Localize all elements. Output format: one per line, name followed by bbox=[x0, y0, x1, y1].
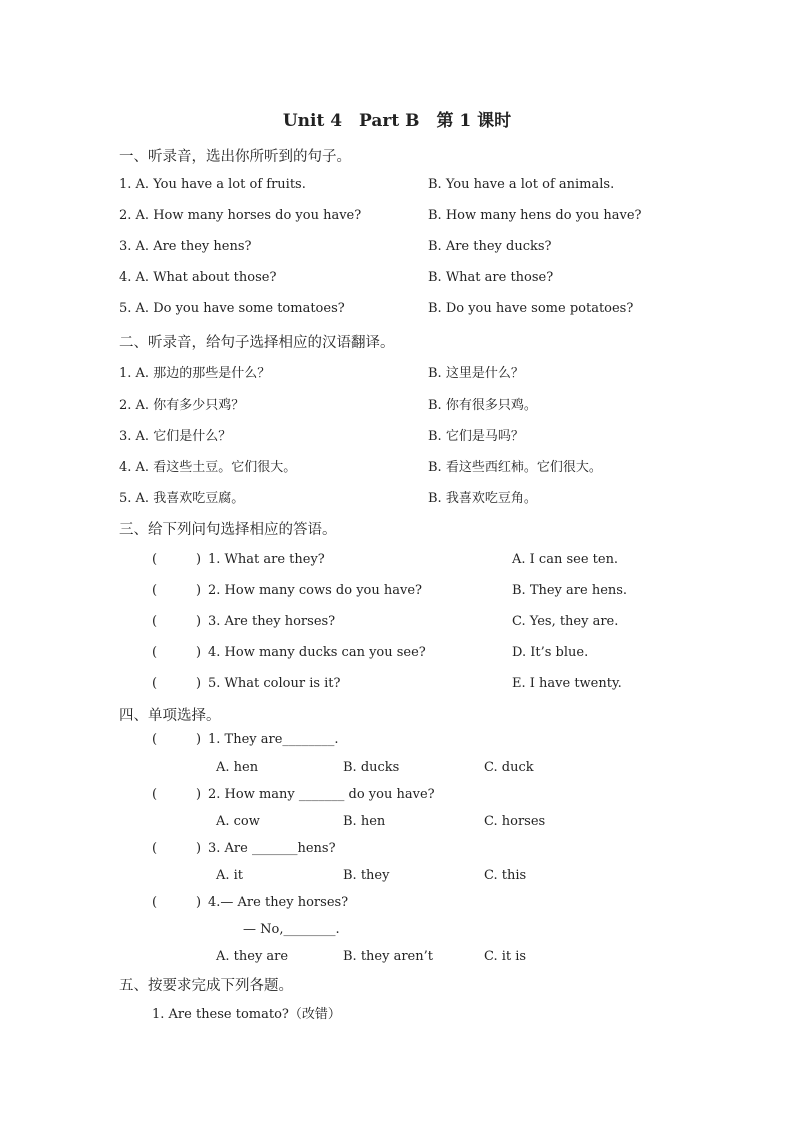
s2-item-1-option-b: B. 这里是什么？ bbox=[428, 366, 524, 381]
s1-item-1-option-b: B. You have a lot of animals. bbox=[428, 177, 615, 192]
section-3-heading: 三、给下列问句选择相应的答语。 bbox=[119, 522, 337, 538]
s4-q3-option-b: B. they bbox=[343, 868, 390, 883]
s1-item-3-option-b: B. Are they ducks? bbox=[428, 239, 552, 254]
answer-paren-close: ) bbox=[196, 552, 202, 567]
answer-paren-open: ( bbox=[152, 552, 158, 567]
s2-item-5-option-a: 5. A. 我喜欢吃豆腐。 bbox=[119, 491, 245, 506]
s4-q2-option-a: A. cow bbox=[216, 814, 260, 829]
section-2-heading: 二、听录音，给句子选择相应的汉语翻译。 bbox=[119, 335, 395, 351]
s4-question-3: 3. Are _______hens? bbox=[208, 841, 336, 856]
s3-answer-b: B. They are hens. bbox=[512, 583, 628, 598]
answer-paren-open: ( bbox=[152, 895, 158, 910]
s2-item-4-option-b: B. 看这些西红柿。它们很大。 bbox=[428, 460, 602, 475]
section-5-heading: 五、按要求完成下列各题。 bbox=[119, 978, 293, 994]
s5-question-1: 1. Are these tomato?（改错） bbox=[152, 1007, 341, 1022]
s4-q3-option-c: C. this bbox=[484, 868, 527, 883]
s3-answer-a: A. I can see ten. bbox=[512, 552, 619, 567]
s1-item-4-option-a: 4. A. What about those? bbox=[119, 270, 277, 285]
s3-answer-d: D. It’s blue. bbox=[512, 645, 589, 660]
s4-q1-option-c: C. duck bbox=[484, 760, 534, 775]
s4-q3-option-a: A. it bbox=[216, 868, 244, 883]
answer-paren-close: ) bbox=[196, 895, 202, 910]
s3-answer-e: E. I have twenty. bbox=[512, 676, 622, 691]
s4-q1-option-b: B. ducks bbox=[343, 760, 400, 775]
s2-item-3-option-b: B. 它们是马吗？ bbox=[428, 429, 524, 444]
s4-q2-option-b: B. hen bbox=[343, 814, 386, 829]
answer-paren-close: ) bbox=[196, 841, 202, 856]
s2-item-1-option-a: 1. A. 那边的那些是什么？ bbox=[119, 366, 271, 381]
answer-paren-close: ) bbox=[196, 583, 202, 598]
s1-item-4-option-b: B. What are those? bbox=[428, 270, 554, 285]
answer-paren-open: ( bbox=[152, 787, 158, 802]
page-title: Unit 4 Part B 第 1 课时 bbox=[282, 111, 512, 131]
s1-item-5-option-b: B. Do you have some potatoes? bbox=[428, 301, 634, 316]
s4-question-4-reply: — No,________. bbox=[243, 922, 340, 937]
s3-question-3: 3. Are they horses? bbox=[208, 614, 336, 629]
s1-item-1-option-a: 1. A. You have a lot of fruits. bbox=[119, 177, 306, 192]
s2-item-5-option-b: B. 我喜欢吃豆角。 bbox=[428, 491, 537, 506]
s4-question-2: 2. How many _______ do you have? bbox=[208, 787, 435, 802]
s4-question-1: 1. They are________. bbox=[208, 732, 339, 747]
s2-item-3-option-a: 3. A. 它们是什么？ bbox=[119, 429, 232, 444]
answer-paren-open: ( bbox=[152, 614, 158, 629]
s3-question-4: 4. How many ducks can you see? bbox=[208, 645, 426, 660]
answer-paren-open: ( bbox=[152, 583, 158, 598]
s4-q4-option-a: A. they are bbox=[216, 949, 289, 964]
s1-item-2-option-a: 2. A. How many horses do you have? bbox=[119, 208, 362, 223]
answer-paren-close: ) bbox=[196, 645, 202, 660]
s2-item-4-option-a: 4. A. 看这些土豆。它们很大。 bbox=[119, 460, 297, 475]
s1-item-2-option-b: B. How many hens do you have? bbox=[428, 208, 642, 223]
s1-item-5-option-a: 5. A. Do you have some tomatoes? bbox=[119, 301, 345, 316]
s3-question-2: 2. How many cows do you have? bbox=[208, 583, 423, 598]
answer-paren-open: ( bbox=[152, 841, 158, 856]
answer-paren-open: ( bbox=[152, 732, 158, 747]
s2-item-2-option-a: 2. A. 你有多少只鸡？ bbox=[119, 398, 245, 413]
s3-question-5: 5. What colour is it? bbox=[208, 676, 341, 691]
section-1-heading: 一、听录音，选出你所听到的句子。 bbox=[119, 149, 351, 165]
s4-q2-option-c: C. horses bbox=[484, 814, 546, 829]
s2-item-2-option-b: B. 你有很多只鸡。 bbox=[428, 398, 537, 413]
s1-item-3-option-a: 3. A. Are they hens? bbox=[119, 239, 252, 254]
answer-paren-close: ) bbox=[196, 614, 202, 629]
answer-paren-open: ( bbox=[152, 676, 158, 691]
s4-q4-option-b: B. they aren’t bbox=[343, 949, 433, 964]
s4-question-4: 4.— Are they horses? bbox=[208, 895, 349, 910]
answer-paren-open: ( bbox=[152, 645, 158, 660]
s3-answer-c: C. Yes, they are. bbox=[512, 614, 619, 629]
s4-q4-option-c: C. it is bbox=[484, 949, 527, 964]
s3-question-1: 1. What are they? bbox=[208, 552, 325, 567]
s4-q1-option-a: A. hen bbox=[216, 760, 259, 775]
answer-paren-close: ) bbox=[196, 787, 202, 802]
answer-paren-close: ) bbox=[196, 676, 202, 691]
answer-paren-close: ) bbox=[196, 732, 202, 747]
section-4-heading: 四、单项选择。 bbox=[119, 708, 221, 724]
